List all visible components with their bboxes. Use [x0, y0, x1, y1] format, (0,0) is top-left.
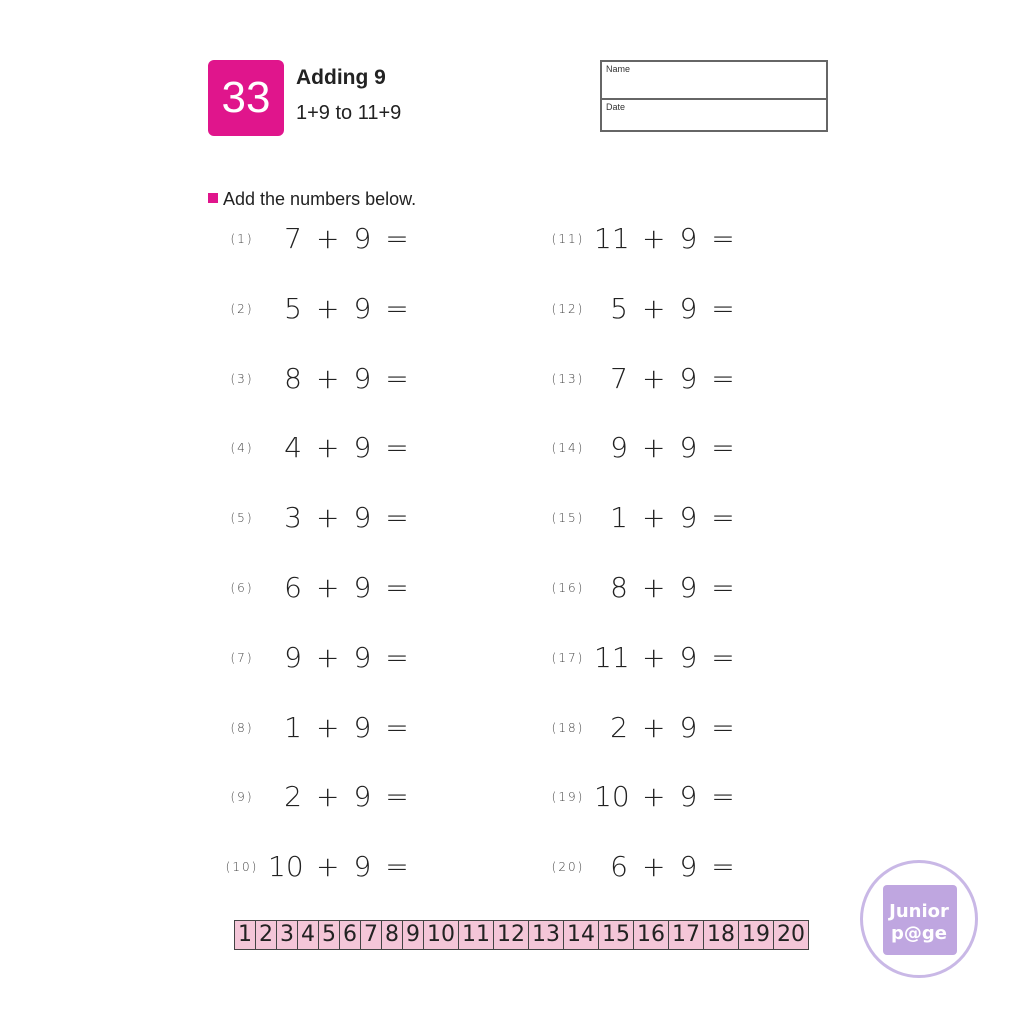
number-line-cell: 13 — [529, 921, 564, 949]
addend-b: 9 — [353, 850, 372, 883]
problem-number: (1) — [230, 232, 254, 246]
plus-sign: + — [316, 571, 340, 604]
addend-a: 1 — [610, 501, 628, 534]
problem-equation — [594, 641, 735, 674]
addend-a: 2 — [610, 711, 628, 744]
problem-equation — [268, 641, 409, 674]
plus-sign: + — [316, 780, 340, 813]
equals-sign: = — [385, 780, 409, 813]
addend-b: 9 — [679, 711, 698, 744]
number-line-cell: 9 — [403, 921, 424, 949]
plus-sign: + — [642, 222, 666, 255]
plus-sign: + — [316, 501, 340, 534]
addend-a: 4 — [284, 431, 302, 464]
equals-sign: = — [385, 850, 409, 883]
problem-number: (3) — [230, 372, 254, 386]
problem-equation — [594, 711, 735, 744]
equals-sign: = — [711, 780, 735, 813]
plus-sign: + — [642, 292, 666, 325]
number-line-cell: 16 — [634, 921, 669, 949]
problem-equation — [268, 501, 409, 534]
logo-line1: Junior — [889, 901, 949, 922]
number-line-cell: 18 — [704, 921, 739, 949]
number-line-cell: 15 — [599, 921, 634, 949]
addend-b: 9 — [353, 362, 372, 395]
addend-a: 3 — [284, 501, 302, 534]
addend-a: 9 — [284, 641, 302, 674]
number-line-cell: 20 — [777, 922, 805, 947]
problem-equation — [594, 501, 735, 534]
equals-sign: = — [385, 641, 409, 674]
number-line-cell: 19 — [739, 921, 774, 949]
number-line-cell: 5 — [319, 921, 340, 949]
addend-b: 9 — [679, 501, 698, 534]
instruction — [208, 189, 416, 210]
addend-a: 10 — [594, 780, 630, 813]
number-line-cell: 2 — [256, 921, 277, 949]
addend-b: 9 — [679, 850, 698, 883]
problem-equation — [268, 780, 409, 813]
equals-sign: = — [711, 850, 735, 883]
equals-sign: = — [711, 292, 735, 325]
equals-sign: = — [385, 431, 409, 464]
problem-number: (12) — [551, 302, 585, 316]
number-line-cell: 4 — [298, 921, 319, 949]
problem-equation — [268, 362, 409, 395]
problem-number: (16) — [551, 581, 585, 595]
addend-a: 10 — [268, 850, 304, 883]
plus-sign: + — [316, 362, 340, 395]
plus-sign: + — [642, 780, 666, 813]
problem-number: (10) — [225, 860, 259, 874]
equals-sign: = — [385, 222, 409, 255]
equals-sign: = — [711, 571, 735, 604]
number-line-cell: 6 — [340, 921, 361, 949]
addend-a: 11 — [594, 222, 630, 255]
addend-a: 6 — [610, 850, 628, 883]
date-field[interactable] — [602, 98, 826, 134]
problem-equation — [268, 292, 409, 325]
junior-page-logo — [860, 860, 978, 978]
plus-sign: + — [316, 711, 340, 744]
number-line-cell: 1 — [235, 921, 256, 949]
problem-number: (6) — [230, 581, 254, 595]
equals-sign: = — [711, 641, 735, 674]
equals-sign: = — [385, 362, 409, 395]
plus-sign: + — [316, 292, 340, 325]
problem-number: (13) — [551, 372, 585, 386]
addend-b: 9 — [679, 780, 698, 813]
equals-sign: = — [711, 431, 735, 464]
problem-number: (19) — [551, 790, 585, 804]
equals-sign: = — [711, 501, 735, 534]
problem-number: (7) — [230, 651, 254, 665]
addend-a: 7 — [284, 222, 302, 255]
plus-sign: + — [316, 222, 340, 255]
addend-a: 11 — [594, 641, 630, 674]
addend-b: 9 — [353, 711, 372, 744]
number-line — [234, 920, 809, 950]
page-title: Adding 9 — [296, 66, 386, 89]
problem-number: (18) — [551, 721, 585, 735]
plus-sign: + — [316, 850, 340, 883]
problem-number: (9) — [230, 790, 254, 804]
problem-number: (11) — [551, 232, 585, 246]
addend-a: 8 — [284, 362, 302, 395]
number-line-cell: 11 — [459, 921, 494, 949]
number-line-cell: 8 — [382, 921, 403, 949]
plus-sign: + — [642, 711, 666, 744]
equals-sign: = — [711, 711, 735, 744]
addend-b: 9 — [679, 431, 698, 464]
addend-a: 2 — [284, 780, 302, 813]
instruction-text: Add the numbers below. — [223, 189, 417, 209]
name-field[interactable] — [602, 62, 826, 98]
addend-b: 9 — [679, 222, 698, 255]
logo-line2: p@ge — [891, 923, 947, 944]
problem-equation — [594, 571, 735, 604]
addend-b: 9 — [353, 431, 372, 464]
plus-sign: + — [642, 571, 666, 604]
number-line-cell: 10 — [424, 921, 459, 949]
problem-equation — [594, 850, 735, 883]
problem-number: (17) — [551, 651, 585, 665]
problem-equation — [268, 431, 409, 464]
addend-b: 9 — [679, 362, 698, 395]
addend-b: 9 — [353, 571, 372, 604]
addend-b: 9 — [353, 292, 372, 325]
addend-a: 7 — [610, 362, 628, 395]
problem-equation — [594, 362, 735, 395]
addend-a: 1 — [284, 711, 302, 744]
name-label: Name — [606, 64, 631, 74]
plus-sign: + — [642, 501, 666, 534]
problem-equation — [594, 292, 735, 325]
number-line-cell: 7 — [361, 921, 382, 949]
number-line-cell: 17 — [669, 921, 704, 949]
addend-b: 9 — [679, 641, 698, 674]
problem-number: (14) — [551, 441, 585, 455]
addend-a: 9 — [610, 431, 628, 464]
equals-sign: = — [711, 362, 735, 395]
plus-sign: + — [642, 641, 666, 674]
addend-a: 5 — [284, 292, 302, 325]
plus-sign: + — [642, 431, 666, 464]
problem-number: (5) — [230, 511, 254, 525]
page-subtitle: 1+9 to 11+9 — [296, 102, 402, 124]
plus-sign: + — [316, 431, 340, 464]
problem-equation — [594, 222, 735, 255]
equals-sign: = — [385, 571, 409, 604]
problem-number: (2) — [230, 302, 254, 316]
number-line-cell: 14 — [564, 921, 599, 949]
addend-b: 9 — [353, 222, 372, 255]
lesson-number-badge: 33 — [208, 60, 284, 136]
addend-a: 6 — [284, 571, 302, 604]
problem-equation — [268, 711, 409, 744]
addend-b: 9 — [353, 641, 372, 674]
problem-number: (4) — [230, 441, 254, 455]
problem-number: (15) — [551, 511, 585, 525]
date-label: Date — [606, 102, 626, 112]
problem-number: (20) — [551, 860, 585, 874]
equals-sign: = — [711, 222, 735, 255]
equals-sign: = — [385, 292, 409, 325]
addend-b: 9 — [353, 780, 372, 813]
addend-a: 8 — [610, 571, 628, 604]
equals-sign: = — [385, 501, 409, 534]
addend-b: 9 — [679, 571, 698, 604]
problem-number: (8) — [230, 721, 254, 735]
addend-b: 9 — [679, 292, 698, 325]
addend-a: 5 — [610, 292, 628, 325]
problem-equation — [268, 222, 409, 255]
addend-b: 9 — [353, 501, 372, 534]
name-date-box — [600, 60, 828, 132]
problem-equation — [594, 431, 735, 464]
square-bullet-icon — [208, 193, 218, 203]
equals-sign: = — [385, 711, 409, 744]
number-line-cell: 3 — [277, 921, 298, 949]
plus-sign: + — [642, 362, 666, 395]
problem-equation — [268, 850, 409, 883]
problem-equation — [268, 571, 409, 604]
plus-sign: + — [642, 850, 666, 883]
number-line-cell: 12 — [494, 921, 529, 949]
problem-equation — [594, 780, 735, 813]
plus-sign: + — [316, 641, 340, 674]
